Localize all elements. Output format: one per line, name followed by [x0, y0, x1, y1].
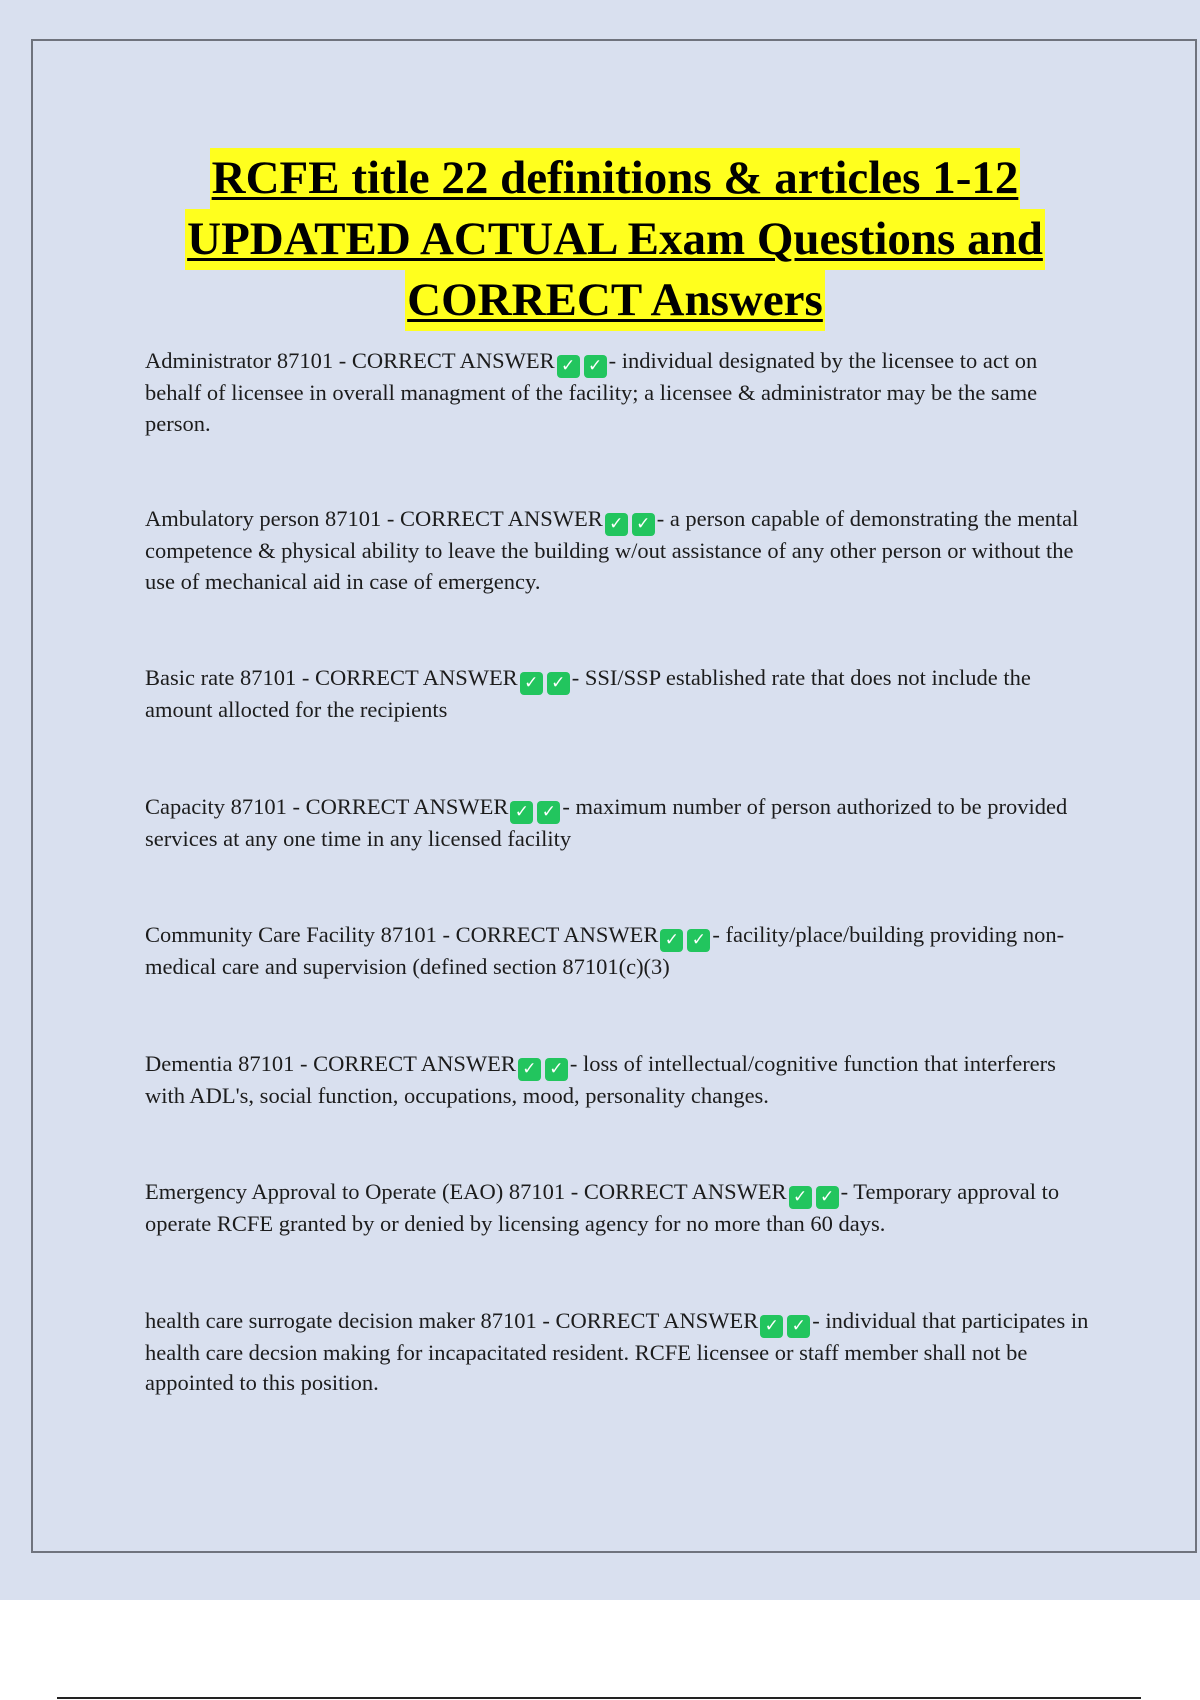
entry-term: Administrator 87101 - CORRECT ANSWER: [145, 348, 555, 373]
entry-definition: - Temporary approval to operate RCFE granted by or denied by licensing agency for no more than 60 days.: [145, 1179, 1060, 1236]
footer-divider: [57, 1697, 1141, 1699]
definition-entry: [145, 792, 1095, 855]
entry-term: Emergency Approval to Operate (EAO) 87101 - CORRECT ANSWER: [145, 1179, 787, 1204]
green-checkmark-icon: ✓: [547, 672, 570, 695]
green-checkmark-icon: ✓: [520, 672, 543, 695]
entry-term: Dementia 87101 - CORRECT ANSWER: [145, 1050, 516, 1076]
definition-entry: [145, 1049, 1095, 1112]
entry-term: Basic rate 87101 - CORRECT ANSWER: [145, 665, 518, 690]
definition-entry: [145, 920, 1095, 983]
entry-definition: - a person capable of demonstrating the mental competence & physical ability to leave the building w/out assistance of any other person or without the use of mechanical aid in case of emergency.: [145, 506, 1079, 594]
green-checkmark-icon: ✓: [518, 1058, 541, 1081]
green-checkmark-icon: ✓: [557, 355, 580, 378]
definition-entry: [145, 504, 1095, 597]
title-line: UPDATED ACTUAL Exam Questions and: [185, 209, 1045, 270]
green-checkmark-icon: ✓: [632, 513, 655, 536]
definition-entry: [145, 663, 1095, 726]
green-checkmark-icon: ✓: [510, 801, 533, 824]
green-checkmark-icon: ✓: [789, 1186, 812, 1209]
green-checkmark-icon: ✓: [545, 1058, 568, 1081]
entry-term: Capacity 87101 - CORRECT ANSWER: [145, 793, 509, 819]
entry-term: health care surrogate decision maker 87101 - CORRECT ANSWER: [145, 1307, 759, 1333]
entry-definition: - individual that participates in health care decsion making for incapacitated resident. RCFE licensee or staff member shall not be appointed to this position.: [145, 1307, 1089, 1395]
entry-definition: - maximum number of person authorized to be provided services at any one time in any licensed facility: [145, 793, 1068, 851]
definition-entry: [145, 1306, 1095, 1399]
title-line: CORRECT Answers: [405, 270, 825, 331]
title-line: RCFE title 22 definitions & articles 1-12: [210, 148, 1021, 209]
definition-list: [145, 346, 1095, 1399]
entry-definition: - SSI/SSP established rate that does not include the amount allocted for the recipients: [145, 665, 1031, 722]
green-checkmark-icon: ✓: [537, 801, 560, 824]
green-checkmark-icon: ✓: [584, 355, 607, 378]
entry-term: Ambulatory person 87101 - CORRECT ANSWER: [145, 506, 603, 531]
green-checkmark-icon: ✓: [687, 929, 710, 952]
entry-definition: - loss of intellectual/cognitive function that interferers with ADL's, social function, occupations, mood, personality changes.: [145, 1050, 1056, 1108]
entry-term: Community Care Facility 87101 - CORRECT ANSWER: [145, 922, 659, 947]
green-checkmark-icon: ✓: [816, 1186, 839, 1209]
definition-entry: [145, 346, 1095, 439]
green-checkmark-icon: ✓: [605, 513, 628, 536]
definition-entry: [145, 1177, 1095, 1240]
green-checkmark-icon: ✓: [760, 1315, 783, 1338]
green-checkmark-icon: ✓: [660, 929, 683, 952]
entry-definition: - individual designated by the licensee to act on behalf of licensee in overall managment of the facility; a licensee & administrator may be the same person.: [145, 348, 1038, 436]
document-title: [60, 148, 1170, 331]
entry-definition: - facility/place/building providing non-medical care and supervision (defined section 87101(c)(3): [145, 922, 1065, 979]
green-checkmark-icon: ✓: [787, 1315, 810, 1338]
